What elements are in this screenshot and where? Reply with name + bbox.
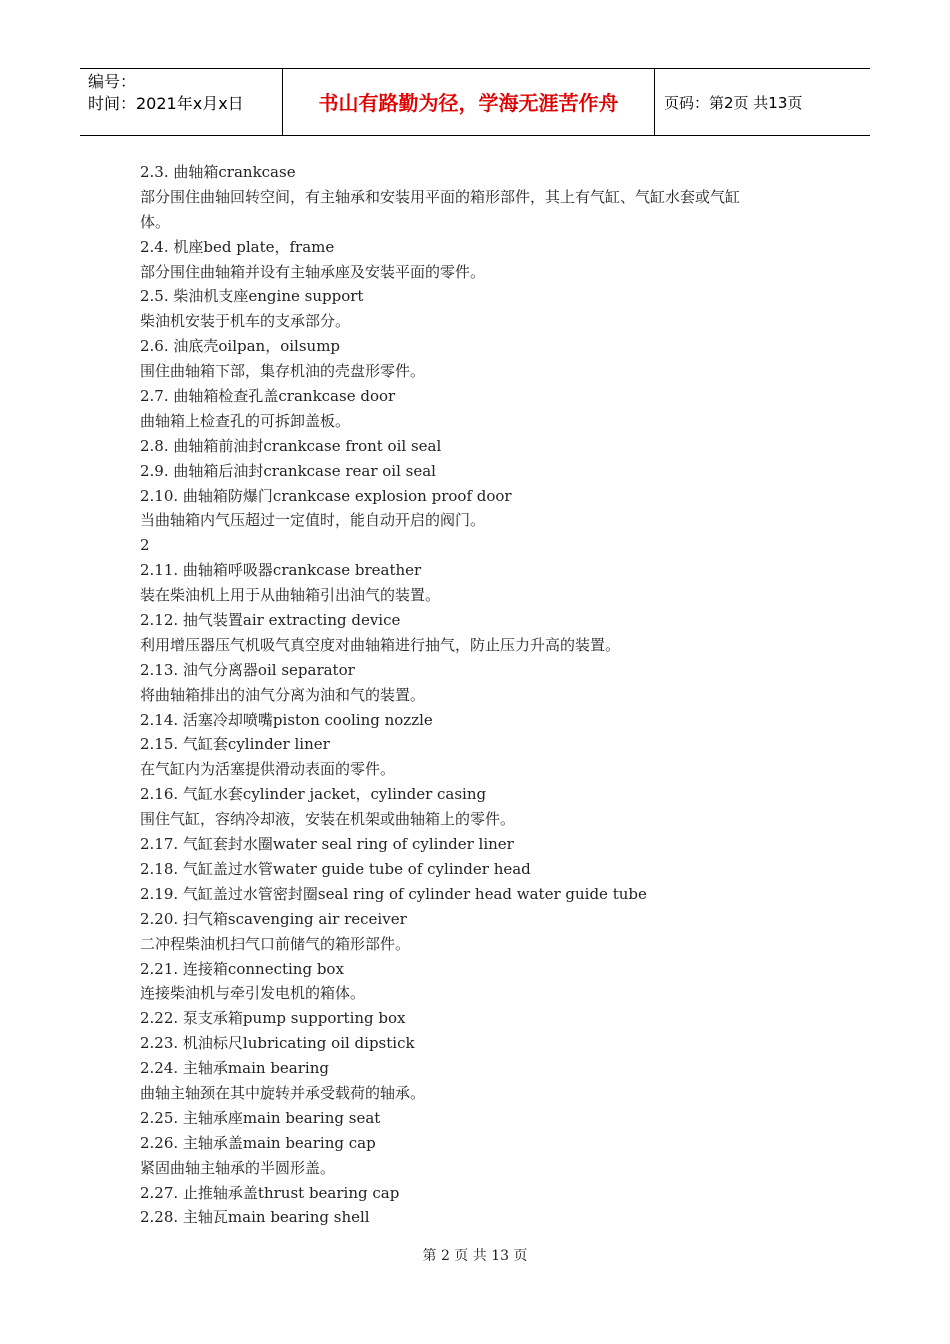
body-line: 在气缸内为活塞提供滑动表面的零件。 [140, 760, 396, 779]
header-motto: 书山有路勤为径，学海无涯苦作舟 [318, 91, 619, 115]
body-line: 2.11. 曲轴箱呼吸器crankcase breather [140, 561, 422, 580]
body-line: 2.12. 抽气装置air extracting device [140, 611, 401, 630]
body-line: 2.19. 气缸盖过水管密封圈seal ring of cylinder head water guide tube [140, 884, 647, 903]
body-line: 2.8. 曲轴箱前油封crankcase front oil seal [140, 436, 442, 455]
body-line: 2.21. 连接箱connecting box [140, 959, 344, 978]
body-line: 2.20. 扫气箱scavenging air receiver [140, 909, 407, 928]
body-line: 曲轴主轴颈在其中旋转并承受载荷的轴承。 [140, 1083, 426, 1102]
header-bottom-rule [80, 135, 870, 136]
body-line: 利用增压器压气机吸气真空度对曲轴箱进行抽气，防止压力升高的装置。 [140, 635, 621, 654]
body-line: 体。 [140, 212, 171, 231]
body-line: 2.27. 止推轴承盖thrust bearing cap [140, 1183, 400, 1202]
body-line: 2.13. 油气分离器oil separator [140, 660, 355, 679]
body-line: 紧固曲轴主轴承的半圆形盖。 [140, 1158, 336, 1177]
body-line: 柴油机安装于机车的支承部分。 [140, 312, 351, 331]
header-top-rule [80, 68, 870, 69]
body-line: 2.5. 柴油机支座engine support [140, 287, 364, 306]
body-line: 2.18. 气缸盖过水管water guide tube of cylinder head [140, 859, 531, 878]
page-header [80, 68, 870, 136]
header-page-info: 页码：第2页 共13页 [664, 94, 803, 112]
body-line: 2.15. 气缸套cylinder liner [140, 735, 330, 754]
document-body [140, 160, 830, 1230]
body-line: 2 [140, 536, 150, 555]
header-divider-right [654, 68, 655, 136]
body-line: 2.17. 气缸套封水圈water seal ring of cylinder liner [140, 835, 514, 854]
body-line: 将曲轴箱排出的油气分离为油和气的装置。 [140, 685, 426, 704]
body-line: 2.14. 活塞冷却喷嘴piston cooling nozzle [140, 710, 433, 729]
body-line: 装在柴油机上用于从曲轴箱引出油气的装置。 [140, 586, 441, 605]
document-date-label: 时间：2021年x月x日 [88, 94, 244, 113]
body-line: 2.9. 曲轴箱后油封crankcase rear oil seal [140, 461, 436, 480]
body-line: 2.28. 主轴瓦main bearing shell [140, 1208, 370, 1227]
body-line: 围住曲轴箱下部，集存机油的壳盘形零件。 [140, 362, 426, 381]
body-line: 部分围住曲轴回转空间，有主轴承和安装用平面的箱形部件，其上有气缸、气缸水套或气缸 [140, 187, 741, 206]
body-line: 2.10. 曲轴箱防爆门crankcase explosion proof door [140, 486, 512, 505]
body-line: 2.22. 泵支承箱pump supporting box [140, 1009, 406, 1028]
body-line: 2.6. 油底壳oilpan，oilsump [140, 337, 341, 356]
body-line: 围住气缸，容纳冷却液，安装在机架或曲轴箱上的零件。 [140, 810, 516, 829]
body-line: 2.3. 曲轴箱crankcase [140, 163, 296, 181]
body-line: 2.25. 主轴承座main bearing seat [140, 1108, 381, 1127]
body-line: 2.7. 曲轴箱检查孔盖crankcase door [140, 387, 396, 406]
body-line: 部分围住曲轴箱并设有主轴承座及安装平面的零件。 [140, 262, 486, 281]
body-line: 2.16. 气缸水套cylinder jacket，cylinder casing [140, 785, 487, 804]
header-meta [88, 71, 244, 115]
body-line: 连接柴油机与牵引发电机的箱体。 [140, 984, 366, 1003]
document-number-label: 编号： [88, 72, 137, 91]
body-line: 2.26. 主轴承盖main bearing cap [140, 1133, 376, 1152]
body-line: 二冲程柴油机扫气口前储气的箱形部件。 [140, 934, 411, 953]
page-footer: 第 2 页 共 13 页 [422, 1248, 528, 1264]
body-line: 当曲轴箱内气压超过一定值时，能自动开启的阀门。 [140, 511, 486, 530]
body-line: 2.23. 机油标尺lubricating oil dipstick [140, 1034, 415, 1053]
body-line: 2.4. 机座bed plate，frame [140, 237, 335, 256]
body-line: 曲轴箱上检查孔的可拆卸盖板。 [140, 411, 351, 430]
body-line: 2.24. 主轴承main bearing [140, 1059, 329, 1078]
